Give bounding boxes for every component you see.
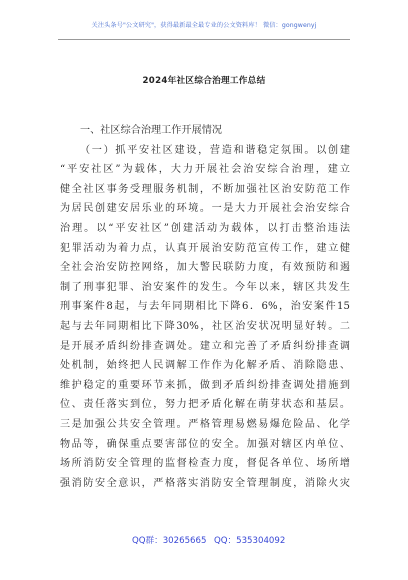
body-line: 全社会治安防控网络，加大警民联防力度，有效预防和遏 — [60, 262, 350, 274]
document-title: 2024年社区综合治理工作总结 — [142, 76, 266, 86]
qq-group-text: QQ群：30265665 — [132, 536, 207, 546]
document-body — [60, 121, 350, 493]
body-line: 三是加强公共安全管理。严格管理易燃易爆危险品、化学 — [60, 418, 350, 430]
body-line: 场所消防安全管理的监督检查力度，督促各单位、场所增 — [60, 458, 350, 470]
body-line: 刑事案件8起，与去年同期相比下降6．6%，治安案件15 — [60, 301, 350, 313]
promo-header: 关注头条号"公文研究"，获得最新最全最专业的公文资料库！ 微信：gongwenyj — [91, 22, 317, 29]
section-heading: 一、社区综合治理工作开展情况 — [80, 125, 223, 136]
body-line: 健全社区事务受理服务机制，不断加强社区治安防范工作 — [60, 183, 350, 195]
header-divider — [58, 39, 350, 40]
body-line: （一）抓平安社区建设，营造和谐稳定氛围。以创建 — [80, 144, 350, 156]
body-line: 强消防安全意识，严格落实消防安全管理制度，消除火灾 — [60, 477, 350, 489]
contact-footer — [0, 534, 408, 548]
body-line: 犯罪活动为着力点，认真开展治安防范宣传工作，建立健 — [60, 242, 350, 254]
body-line: 为居民创建安居乐业的环境。一是大力开展社会治安综合 — [60, 203, 350, 215]
body-line: 是开展矛盾纠纷排查调处。建立和完善了矛盾纠纷排查调 — [60, 340, 350, 352]
body-line: “平安社区”为载体，大力开展社会治安综合治理，建立 — [60, 164, 350, 176]
body-line: 起与去年同期相比下降30%，社区治安状况明显好转。二 — [60, 320, 350, 332]
body-line: 物品等，确保重点要害部位的安全。加强对辖区内单位、 — [60, 438, 350, 450]
body-line: 制了刑事犯罪、治安案件的发生。今年以来，辖区共发生 — [60, 281, 350, 293]
body-line: 位、责任落实到位，努力把矛盾化解在萌芽状态和基层。 — [60, 399, 350, 411]
body-line: 治理。以“平安社区”创建活动为载体，以打击整治违法 — [60, 222, 350, 234]
body-line: 处机制，始终把人民调解工作作为化解矛盾、消除隐患、 — [60, 360, 350, 372]
qq-contact-text: QQ：535304092 — [214, 536, 286, 546]
body-line: 维护稳定的重要环节来抓，做到矛盾纠纷排查调处措施到 — [60, 379, 350, 391]
